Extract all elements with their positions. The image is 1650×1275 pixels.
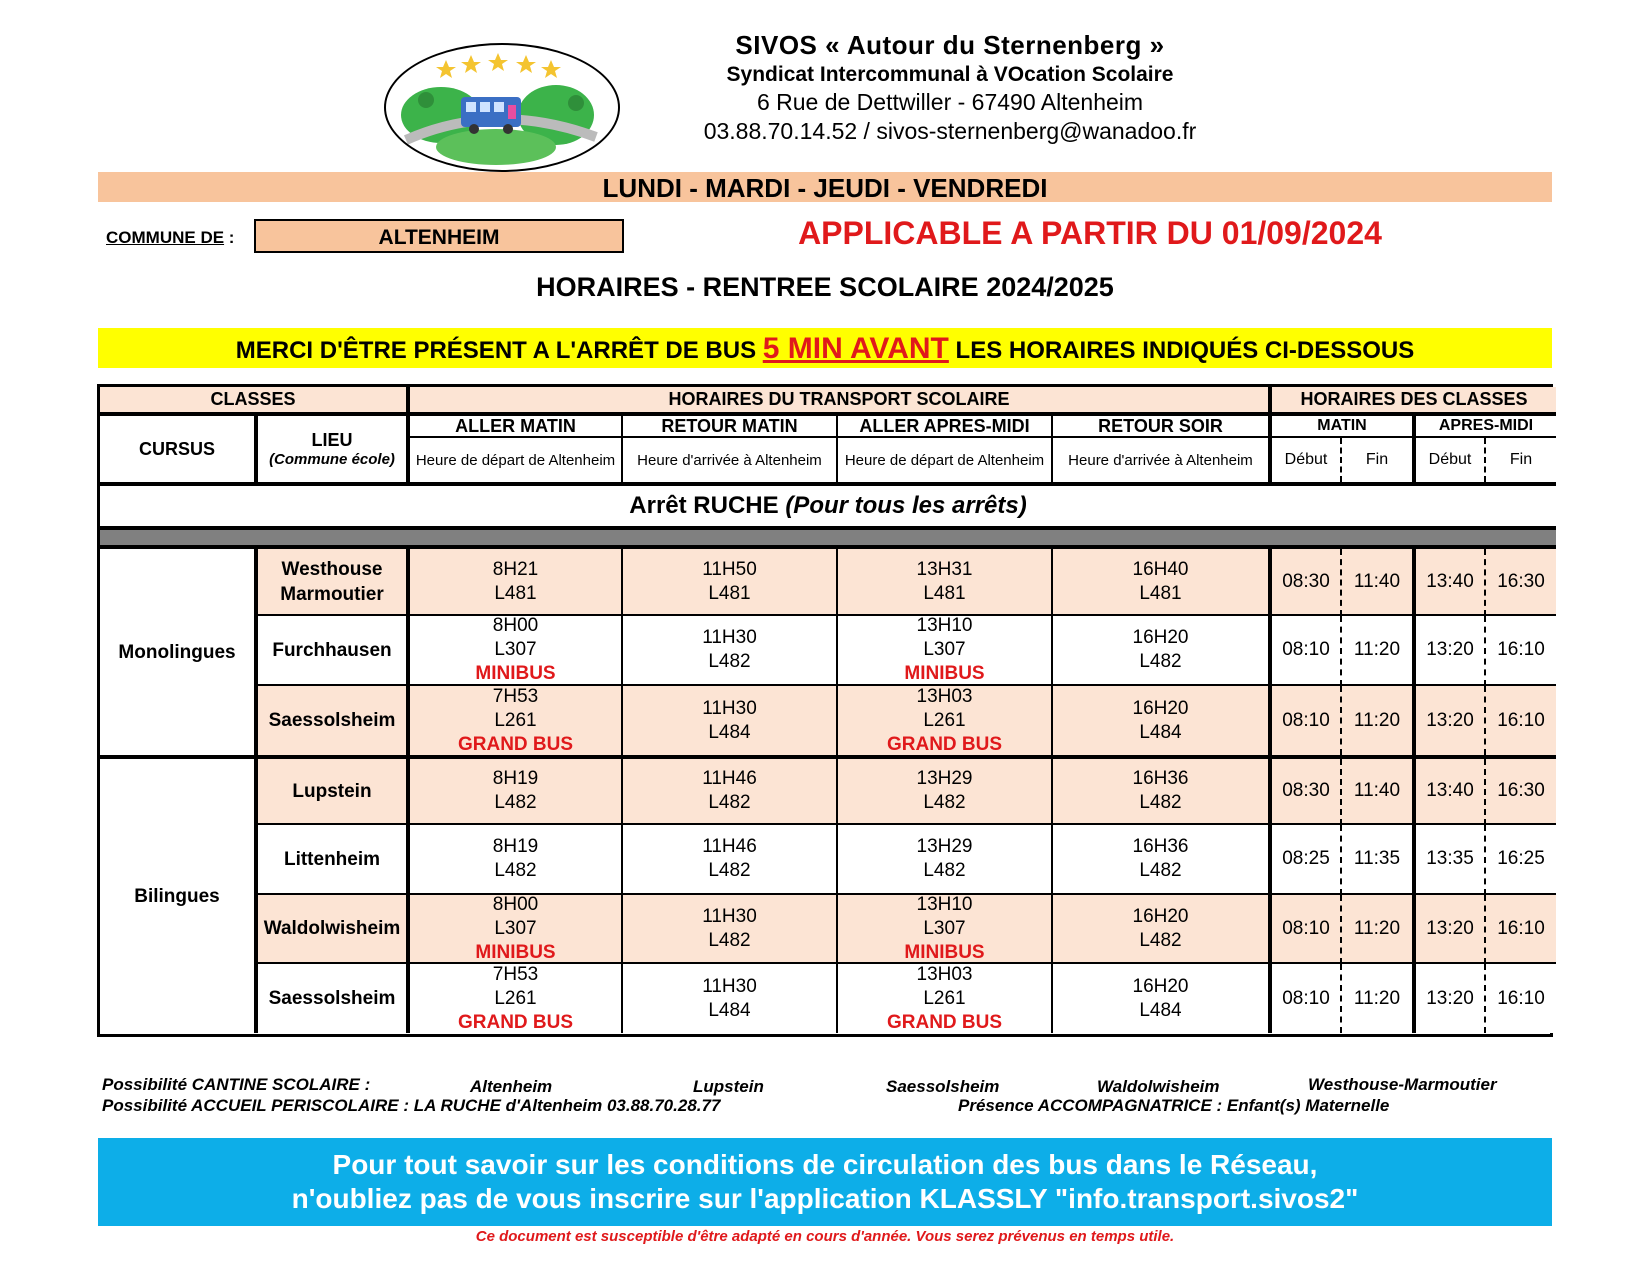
cantine-place: Altenheim: [470, 1077, 553, 1096]
class-start-morning: 08:10: [1272, 964, 1342, 1033]
cursus-cell: Bilingues: [100, 759, 254, 1033]
header-fin: Fin: [1342, 438, 1412, 482]
header-debut: Début: [1416, 438, 1486, 482]
org-title: SIVOS « Autour du Sternenberg »: [735, 30, 1165, 60]
aller-matin-cell: 8H00 L307 MINIBUS: [410, 895, 623, 964]
class-end-afternoon: 16:30: [1486, 549, 1556, 616]
header-aller-matin: ALLER MATIN: [410, 416, 623, 438]
class-start-afternoon: 13:35: [1416, 825, 1486, 895]
header-apres-midi: APRES-MIDI: [1416, 416, 1556, 438]
lieu-cell: Westhouse Marmoutier: [258, 549, 406, 616]
class-start-morning: 08:30: [1272, 759, 1342, 825]
retour-matin-cell: 11H50 L481: [623, 549, 838, 616]
header-fin: Fin: [1486, 438, 1556, 482]
class-end-afternoon: 16:10: [1486, 964, 1556, 1033]
commune-value: ALTENHEIM: [254, 219, 624, 253]
disclaimer: Ce document est susceptible d'être adapté en cours d'année. Vous serez prévenus en temps utile.: [475, 1228, 1175, 1245]
aller-matin-cell: 7H53 L261 GRAND BUS: [410, 964, 623, 1033]
sub-arrivee: Heure d'arrivée à Altenheim: [1053, 438, 1268, 482]
header-cursus: CURSUS: [100, 416, 254, 482]
sub-arrivee: Heure d'arrivée à Altenheim: [623, 438, 838, 482]
cursus-cell: Monolingues: [100, 549, 254, 755]
retour-matin-cell: 11H30 L484: [623, 686, 838, 755]
lieu-cell: Saessolsheim: [258, 686, 406, 755]
class-end-morning: 11:20: [1342, 964, 1412, 1033]
class-end-afternoon: 16:10: [1486, 895, 1556, 964]
retour-soir-cell: 16H20 L484: [1053, 686, 1268, 755]
org-address: 6 Rue de Dettwiller - 67490 Altenheim: [756, 89, 1144, 115]
aller-matin-cell: 8H00 L307 MINIBUS: [410, 616, 623, 686]
cantine-place: Westhouse-Marmoutier: [1308, 1075, 1497, 1094]
class-end-morning: 11:40: [1342, 759, 1412, 825]
aller-apres-midi-cell: 13H29 L482: [838, 825, 1053, 895]
cantine-label: Possibilité CANTINE SCOLAIRE :: [102, 1075, 371, 1094]
class-end-morning: 11:20: [1342, 686, 1412, 755]
org-subtitle: Syndicat Intercommunal à VOcation Scolaire: [726, 63, 1174, 86]
aller-apres-midi-cell: 13H03 L261 GRAND BUS: [838, 686, 1053, 755]
cantine-place: Lupstein: [693, 1077, 764, 1096]
retour-soir-cell: 16H20 L482: [1053, 616, 1268, 686]
group-separator: [100, 755, 1556, 759]
header-transport: HORAIRES DU TRANSPORT SCOLAIRE: [410, 387, 1268, 412]
lieu-cell: Saessolsheim: [258, 964, 406, 1033]
class-end-afternoon: 16:30: [1486, 759, 1556, 825]
aller-apres-midi-cell: 13H29 L482: [838, 759, 1053, 825]
lieu-cell: Waldolwisheim: [258, 895, 406, 964]
class-start-morning: 08:25: [1272, 825, 1342, 895]
header-classes: CLASSES: [100, 387, 406, 412]
aller-matin-cell: 7H53 L261 GRAND BUS: [410, 686, 623, 755]
cantine-place: Saessolsheim: [886, 1077, 1000, 1096]
bus-stop-notice: MERCI D'ÊTRE PRÉSENT A L'ARRÊT DE BUS 5 MIN AVANT LES HORAIRES INDIQUÉS CI-DESSOUS: [98, 328, 1552, 368]
retour-matin-cell: 11H46 L482: [623, 825, 838, 895]
class-end-morning: 11:40: [1342, 549, 1412, 616]
header-lieu: LIEU (Commune école): [258, 416, 406, 482]
class-end-morning: 11:35: [1342, 825, 1412, 895]
arret-ruche: Arrêt RUCHE (Pour tous les arrêts): [100, 486, 1556, 526]
aller-apres-midi-cell: 13H10 L307 MINIBUS: [838, 616, 1053, 686]
header-debut: Début: [1272, 438, 1342, 482]
accueil-periscolaire: Possibilité ACCUEIL PERISCOLAIRE : LA RUCHE d'Altenheim 03.88.70.28.77: [102, 1096, 721, 1115]
sub-depart: Heure de départ de Altenheim: [838, 438, 1053, 482]
retour-soir-cell: 16H40 L481: [1053, 549, 1268, 616]
org-contact: 03.88.70.14.52 / sivos-sternenberg@wanadoo.fr: [703, 118, 1197, 144]
class-start-afternoon: 13:20: [1416, 895, 1486, 964]
class-end-afternoon: 16:25: [1486, 825, 1556, 895]
commune-label: COMMUNE DE :: [106, 228, 235, 247]
class-end-afternoon: 16:10: [1486, 616, 1556, 686]
header-aller-apres-midi: ALLER APRES-MIDI: [838, 416, 1053, 438]
schedule-table: [97, 384, 1553, 1037]
retour-matin-cell: 11H30 L482: [623, 616, 838, 686]
sivos-logo: [384, 43, 620, 172]
aller-matin-cell: 8H19 L482: [410, 825, 623, 895]
class-start-morning: 08:10: [1272, 895, 1342, 964]
applicable-date: APPLICABLE A PARTIR DU 01/09/2024: [798, 215, 1382, 251]
aller-matin-cell: 8H19 L482: [410, 759, 623, 825]
class-end-morning: 11:20: [1342, 616, 1412, 686]
class-end-afternoon: 16:10: [1486, 686, 1556, 755]
klassly-banner: Pour tout savoir sur les conditions de circulation des bus dans le Réseau, n'oubliez pas de vous inscrire sur l'application KLASSLY "info.transport.sivos2": [98, 1138, 1552, 1226]
cantine-place: Waldolwisheim: [1097, 1077, 1220, 1096]
retour-soir-cell: 16H20 L484: [1053, 964, 1268, 1033]
lieu-cell: Lupstein: [258, 759, 406, 825]
class-start-morning: 08:10: [1272, 686, 1342, 755]
retour-soir-cell: 16H20 L482: [1053, 895, 1268, 964]
class-start-morning: 08:10: [1272, 616, 1342, 686]
class-end-morning: 11:20: [1342, 895, 1412, 964]
header-retour-matin: RETOUR MATIN: [623, 416, 838, 438]
accompagnatrice: Présence ACCOMPAGNATRICE : Enfant(s) Maternelle: [958, 1096, 1390, 1115]
retour-matin-cell: 11H46 L482: [623, 759, 838, 825]
header-matin: MATIN: [1272, 416, 1412, 438]
class-start-afternoon: 13:40: [1416, 759, 1486, 825]
header-retour-soir: RETOUR SOIR: [1053, 416, 1268, 438]
aller-apres-midi-cell: 13H03 L261 GRAND BUS: [838, 964, 1053, 1033]
retour-soir-cell: 16H36 L482: [1053, 759, 1268, 825]
class-start-afternoon: 13:20: [1416, 616, 1486, 686]
organisation-header: [640, 30, 1260, 145]
aller-apres-midi-cell: 13H10 L307 MINIBUS: [838, 895, 1053, 964]
lieu-cell: Littenheim: [258, 825, 406, 895]
class-start-morning: 08:30: [1272, 549, 1342, 616]
class-start-afternoon: 13:40: [1416, 549, 1486, 616]
retour-soir-cell: 16H36 L482: [1053, 825, 1268, 895]
sub-depart: Heure de départ de Altenheim: [410, 438, 623, 482]
retour-matin-cell: 11H30 L484: [623, 964, 838, 1033]
aller-apres-midi-cell: 13H31 L481: [838, 549, 1053, 616]
header-classes-hours: HORAIRES DES CLASSES: [1272, 387, 1556, 412]
class-start-afternoon: 13:20: [1416, 964, 1486, 1033]
retour-matin-cell: 11H30 L482: [623, 895, 838, 964]
aller-matin-cell: 8H21 L481: [410, 549, 623, 616]
days-banner: LUNDI - MARDI - JEUDI - VENDREDI: [98, 172, 1552, 202]
lieu-cell: Furchhausen: [258, 616, 406, 686]
page-title: HORAIRES - RENTREE SCOLAIRE 2024/2025: [536, 272, 1114, 302]
class-start-afternoon: 13:20: [1416, 686, 1486, 755]
